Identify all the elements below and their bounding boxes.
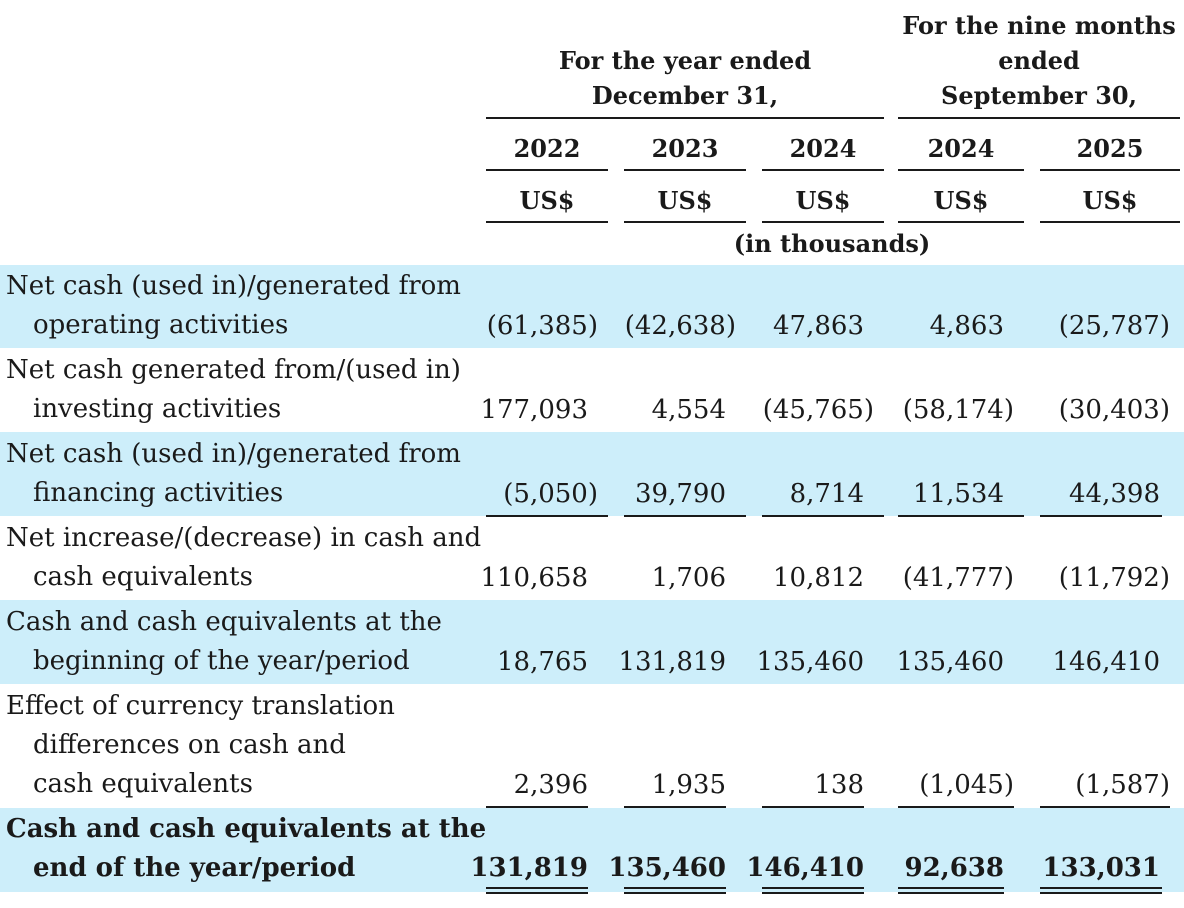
value-cell: 18,765 (497, 647, 588, 677)
row-label-beginning (6, 603, 442, 681)
total-rule (486, 892, 588, 894)
label-line: Effect of currency translation (6, 691, 395, 721)
label-line: Net cash (used in)/generated from (6, 439, 461, 469)
year-rule (762, 169, 884, 171)
value-cell: 8,714 (789, 479, 864, 509)
value-cell: (11,792) (1058, 563, 1170, 593)
value-cell: 131,819 (618, 647, 726, 677)
total-rule (898, 887, 1004, 889)
label-line: Net cash generated from/(used in) (6, 355, 461, 385)
value-cell: 146,410 (1052, 647, 1160, 677)
year-header: 2025 (1076, 134, 1144, 163)
value-cell: 47,863 (773, 311, 864, 341)
year-header: 2023 (651, 134, 719, 163)
unit-note: (in thousands) (733, 229, 931, 258)
subtotal-rule (762, 806, 864, 808)
row-label-ending (6, 810, 486, 888)
label-line: cash equivalents (33, 562, 253, 592)
total-rule (624, 887, 726, 889)
value-cell: (61,385) (486, 311, 598, 341)
currency-header: US$ (657, 186, 713, 215)
value-cell: 133,031 (1042, 853, 1160, 883)
value-cell: 2,396 (513, 770, 588, 800)
value-cell: 11,534 (913, 479, 1004, 509)
value-cell: 92,638 (904, 853, 1004, 883)
year-rule (1040, 169, 1180, 171)
currency-rule (898, 221, 1024, 223)
total-rule (762, 892, 864, 894)
total-rule (762, 887, 864, 889)
row-label-fx-effect (6, 687, 395, 804)
value-cell: (30,403) (1058, 395, 1170, 425)
value-cell: 4,863 (929, 311, 1004, 341)
subtotal-rule (486, 515, 608, 517)
header-rule (486, 117, 884, 119)
value-cell: 10,812 (773, 563, 864, 593)
subtotal-rule (1040, 806, 1170, 808)
currency-header: US$ (519, 186, 575, 215)
value-cell: 1,935 (651, 770, 726, 800)
currency-header: US$ (1082, 186, 1138, 215)
value-cell: (1,045) (919, 770, 1014, 800)
label-line: beginning of the year/period (33, 646, 410, 676)
value-cell: (5,050) (503, 479, 598, 509)
label-line: cash equivalents (33, 769, 253, 799)
value-cell: (1,587) (1075, 770, 1170, 800)
value-cell: 138 (814, 770, 864, 800)
value-cell: (45,765) (762, 395, 874, 425)
value-cell: (25,787) (1058, 311, 1170, 341)
label-line: operating activities (33, 310, 289, 340)
currency-rule (624, 221, 746, 223)
currency-header: US$ (933, 186, 989, 215)
subtotal-rule (486, 806, 588, 808)
subtotal-rule (1040, 515, 1162, 517)
label-line: financing activities (33, 478, 284, 508)
value-cell: 1,706 (651, 563, 726, 593)
header-rule (898, 117, 1180, 119)
subtotal-rule (624, 515, 746, 517)
year-rule (898, 169, 1024, 171)
header-nine-months (898, 8, 1180, 113)
value-cell: 131,819 (470, 853, 588, 883)
label-line: Net increase/(decrease) in cash and (6, 523, 482, 553)
year-header: 2024 (927, 134, 995, 163)
row-label-operating (6, 267, 461, 345)
label-line: end of the year/period (33, 853, 356, 883)
year-header: 2024 (789, 134, 857, 163)
header-line: For the nine months (902, 11, 1176, 40)
header-year-ended (486, 43, 884, 113)
subtotal-rule (898, 806, 1014, 808)
row-label-investing (6, 351, 461, 429)
total-rule (1040, 887, 1162, 889)
total-rule (898, 892, 1004, 894)
year-rule (486, 169, 608, 171)
row-label-financing (6, 435, 461, 513)
subtotal-rule (762, 515, 884, 517)
value-cell: 4,554 (651, 395, 726, 425)
header-line: September 30, (941, 81, 1137, 110)
value-cell: 135,460 (896, 647, 1004, 677)
currency-rule (762, 221, 884, 223)
value-cell: (58,174) (902, 395, 1014, 425)
label-line: investing activities (33, 394, 282, 424)
currency-rule (486, 221, 608, 223)
total-rule (486, 887, 588, 889)
value-cell: 146,410 (746, 853, 864, 883)
currency-rule (1040, 221, 1180, 223)
value-cell: 177,093 (480, 395, 588, 425)
total-rule (1040, 892, 1162, 894)
label-line: Cash and cash equivalents at the (6, 607, 442, 637)
value-cell: 135,460 (756, 647, 864, 677)
value-cell: (41,777) (902, 563, 1014, 593)
year-header: 2022 (513, 134, 581, 163)
label-line: Net cash (used in)/generated from (6, 271, 461, 301)
row-label-net-change (6, 519, 481, 597)
value-cell: 44,398 (1069, 479, 1160, 509)
header-line: December 31, (591, 81, 779, 110)
header-line: For the year ended (558, 46, 812, 75)
label-line: differences on cash and (33, 730, 346, 760)
header-line: ended (998, 46, 1080, 75)
subtotal-rule (898, 515, 1024, 517)
value-cell: 135,460 (608, 853, 726, 883)
currency-header: US$ (795, 186, 851, 215)
subtotal-rule (624, 806, 726, 808)
label-line: Cash and cash equivalents at the (6, 814, 487, 844)
value-cell: (42,638) (624, 311, 736, 341)
value-cell: 110,658 (480, 563, 588, 593)
total-rule (624, 892, 726, 894)
year-rule (624, 169, 746, 171)
value-cell: 39,790 (635, 479, 726, 509)
